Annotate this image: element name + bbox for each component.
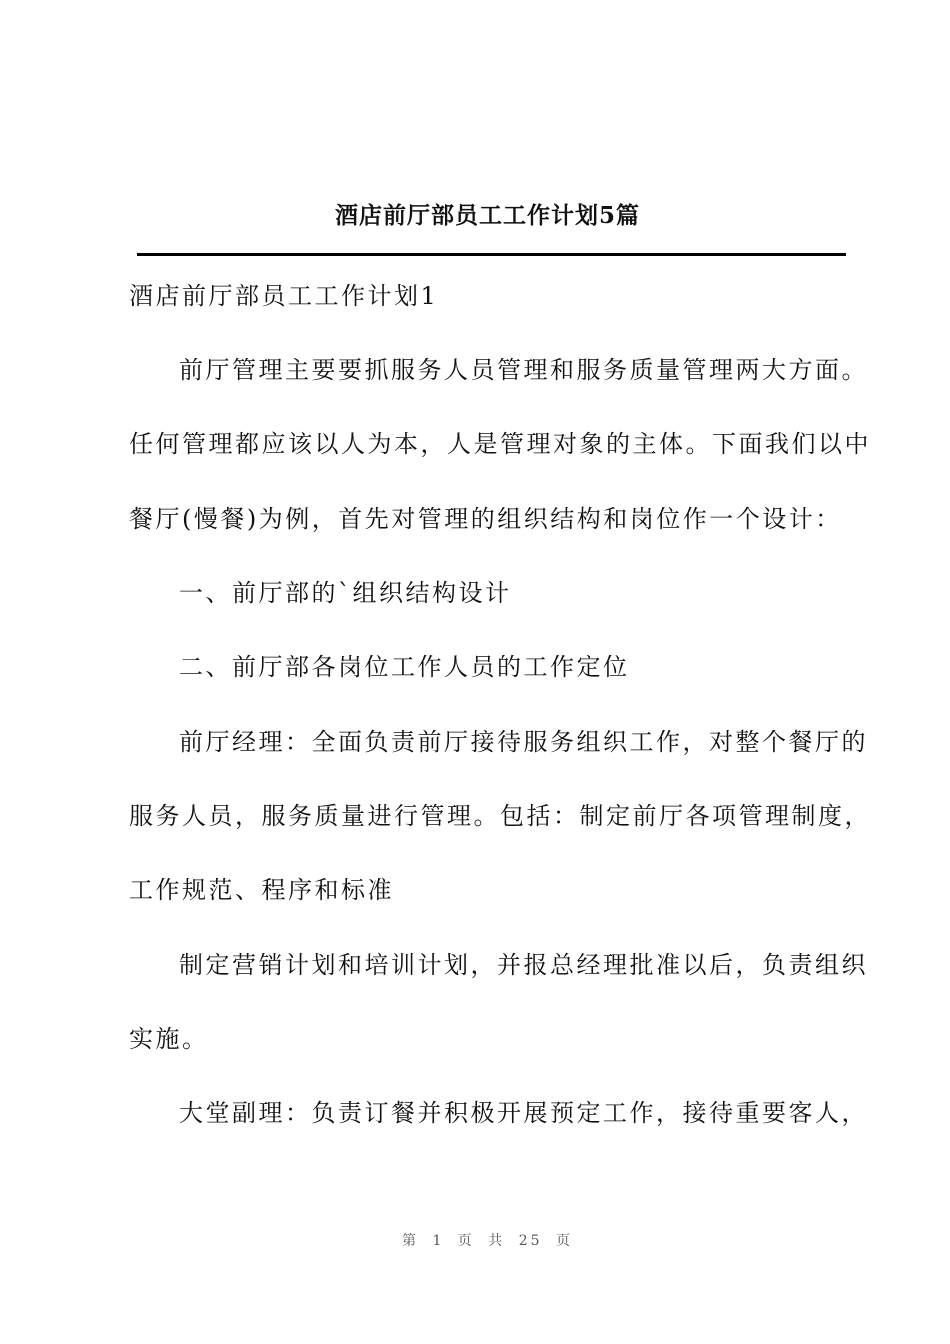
paragraph-line: 前厅经理：全面负责前厅接待服务组织工作，对整个餐厅的 bbox=[179, 728, 868, 756]
paragraph-line: 一、前厅部的`组织结构设计 bbox=[179, 579, 512, 607]
page-number-footer: 第 1 页 共 25 页 bbox=[402, 1233, 573, 1249]
paragraph-line: 制定营销计划和培训计划，并报总经理批准以后，负责组织 bbox=[179, 951, 868, 979]
paragraph-line: 任何管理都应该以人为本，人是管理对象的主体。下面我们以中 bbox=[129, 430, 871, 458]
title-divider bbox=[137, 253, 846, 256]
document-title: 酒店前厅部员工工作计划5篇 bbox=[334, 202, 640, 229]
paragraph-line: 二、前厅部各岗位工作人员的工作定位 bbox=[179, 653, 630, 681]
paragraph-line: 服务人员，服务质量进行管理。包括：制定前厅各项管理制度， bbox=[129, 802, 871, 830]
paragraph-line: 工作规范、程序和标准 bbox=[129, 876, 394, 904]
section-heading: 酒店前厅部员工工作计划1 bbox=[129, 282, 439, 310]
paragraph-line: 餐厅(慢餐)为例，首先对管理的组织结构和岗位作一个设计： bbox=[129, 505, 842, 533]
paragraph-line: 实施。 bbox=[129, 1025, 209, 1053]
paragraph-line: 前厅管理主要要抓服务人员管理和服务质量管理两大方面。 bbox=[179, 356, 868, 384]
paragraph-line: 大堂副理：负责订餐并积极开展预定工作，接待重要客人， bbox=[179, 1099, 868, 1127]
